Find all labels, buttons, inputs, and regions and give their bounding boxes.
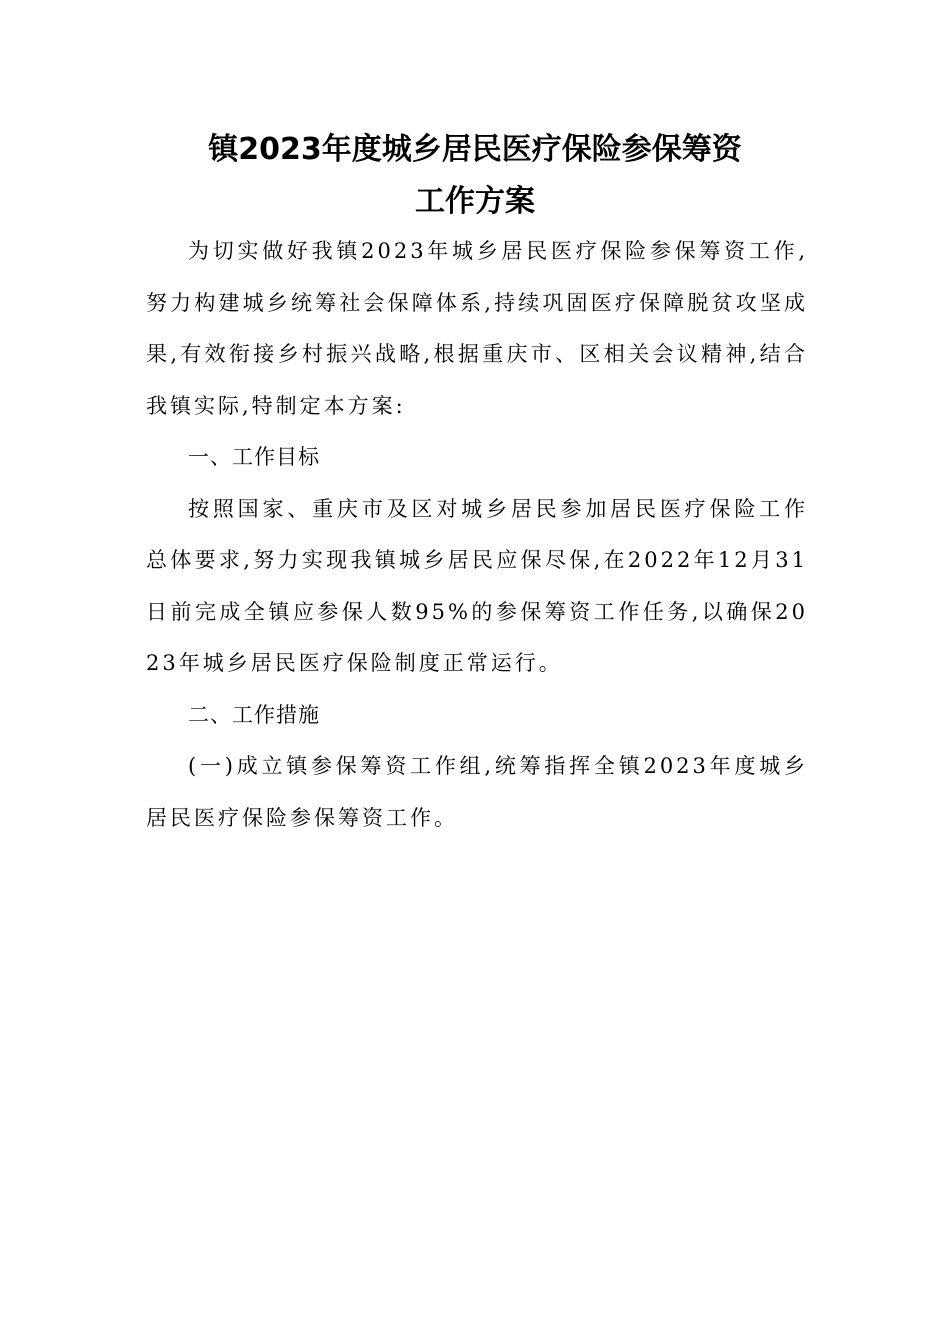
section-heading-goals: 一、工作目标 xyxy=(188,445,320,469)
section-heading-measures: 二、工作措施 xyxy=(188,702,320,727)
document-body xyxy=(146,226,808,844)
intro-paragraph: 为切实做好我镇2023年城乡居民医疗保险参保筹资工作,努力构建城乡统筹社会保障体系,持续巩固医疗保障脱贫攻坚成果,有效衔接乡村振兴战略,根据重庆市、区相关会议精神,结合我镇实际,特制定本方案: xyxy=(146,239,808,418)
goals-paragraph: 按照国家、重庆市及区对城乡居民参加居民医疗保险工作总体要求,努力实现我镇城乡居民应保尽保,在2022年12月31日前完成全镇应参保人数95%的参保筹资工作任务,以确保2023年城乡居民医疗保险制度正常运行。 xyxy=(146,496,808,675)
title-line-2: 工作方案 xyxy=(415,184,535,219)
document-title xyxy=(140,124,810,228)
title-line-1: 镇2023年度城乡居民医疗保险参保筹资 xyxy=(208,132,742,167)
measures-item-1: (一)成立镇参保筹资工作组,统筹指挥全镇2023年度城乡居民医疗保险参保筹资工作。 xyxy=(146,754,808,830)
